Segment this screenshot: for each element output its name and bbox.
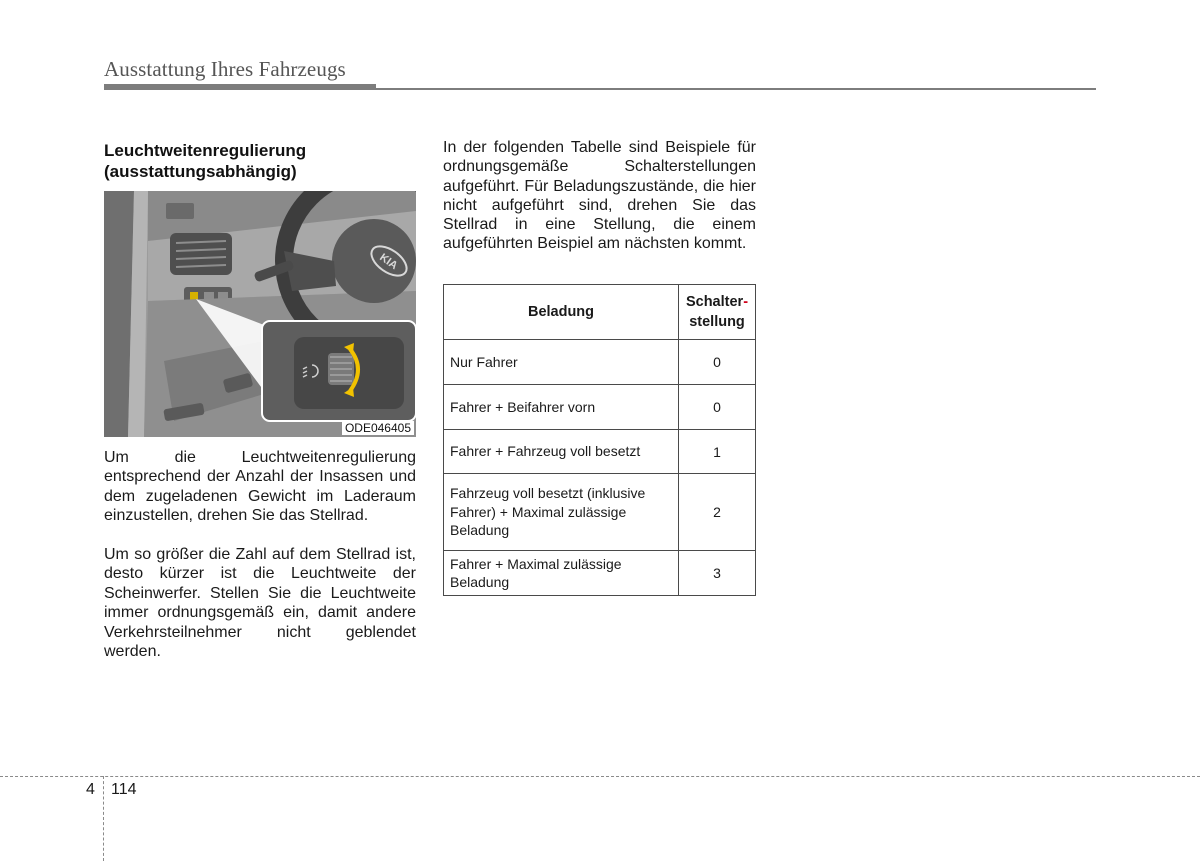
section-heading-line2: (ausstattungsabhängig) (104, 162, 297, 181)
chapter-number: 4 (86, 781, 95, 798)
page-number: 114 (111, 781, 137, 798)
table-row (444, 551, 756, 596)
section-heading (104, 140, 424, 182)
dashboard-illustration (104, 191, 416, 437)
footer-dashed-divider (103, 776, 104, 861)
column-header-switch-hyphen: - (743, 294, 749, 310)
header-rule-thin (376, 88, 1096, 90)
table-cell-position: 1 (679, 430, 756, 474)
body-paragraph-2: Um so größer die Zahl auf dem Stellrad ist, desto kürzer ist die Leuchtweite der Scheinwerfer. Stellen Sie die Leuchtweite immer ordnungsgemäß ein, damit andere Verkehrsteilnehmer nicht geblendet werden. (104, 546, 416, 661)
footer-dashed-rule (0, 776, 1200, 777)
column-header-switch-line1: Schalter (685, 294, 744, 310)
table-cell-position: 3 (679, 551, 756, 596)
header-rule-thick (104, 84, 376, 90)
table-cell-load: Fahrer + Maximal zulässige Beladung (444, 551, 679, 596)
column-header-load: Beladung (444, 285, 679, 340)
table-row (444, 430, 756, 474)
section-heading-line1: Leuchtweitenregulierung (104, 141, 307, 160)
table-header-row (444, 285, 756, 340)
column-header-switch-line2: stellung (689, 314, 745, 330)
table-cell-position: 2 (679, 474, 756, 551)
dashboard-figure (104, 191, 416, 437)
svg-text:KIA: KIA (377, 251, 400, 273)
figure-code-label: ODE046405 (342, 421, 414, 435)
table-cell-position: 0 (679, 340, 756, 385)
table-intro-paragraph: In der folgenden Tabelle sind Beispiele für ordnungsgemäße Schalterstellungen aufgeführt. Für Beladungszustände, die hier nicht aufgeführt sind, drehen Sie das Stellrad in eine Stellung, die einem aufgeführten Beispiel am nächsten kommt. (443, 139, 756, 253)
table-row (444, 385, 756, 430)
table-cell-load: Fahrzeug voll besetzt (inklusive Fahrer) + Maximal zulässige Beladung (444, 474, 679, 551)
page-header-title: Ausstattung Ihres Fahrzeugs (104, 57, 346, 81)
table-row (444, 340, 756, 385)
table-row (444, 474, 756, 551)
table-cell-load: Nur Fahrer (444, 340, 679, 385)
table-cell-position: 0 (679, 385, 756, 430)
table-cell-load: Fahrer + Beifahrer vorn (444, 385, 679, 430)
switch-position-table (443, 284, 756, 596)
table-cell-load: Fahrer + Fahrzeug voll besetzt (444, 430, 679, 474)
body-paragraph-1: Um die Leuchtweitenregulierung entsprechend der Anzahl der Insassen und dem zugeladenen Gewicht im Laderaum einzustellen, drehen Sie das Stellrad. (104, 449, 416, 525)
column-header-switch-position (679, 285, 756, 340)
